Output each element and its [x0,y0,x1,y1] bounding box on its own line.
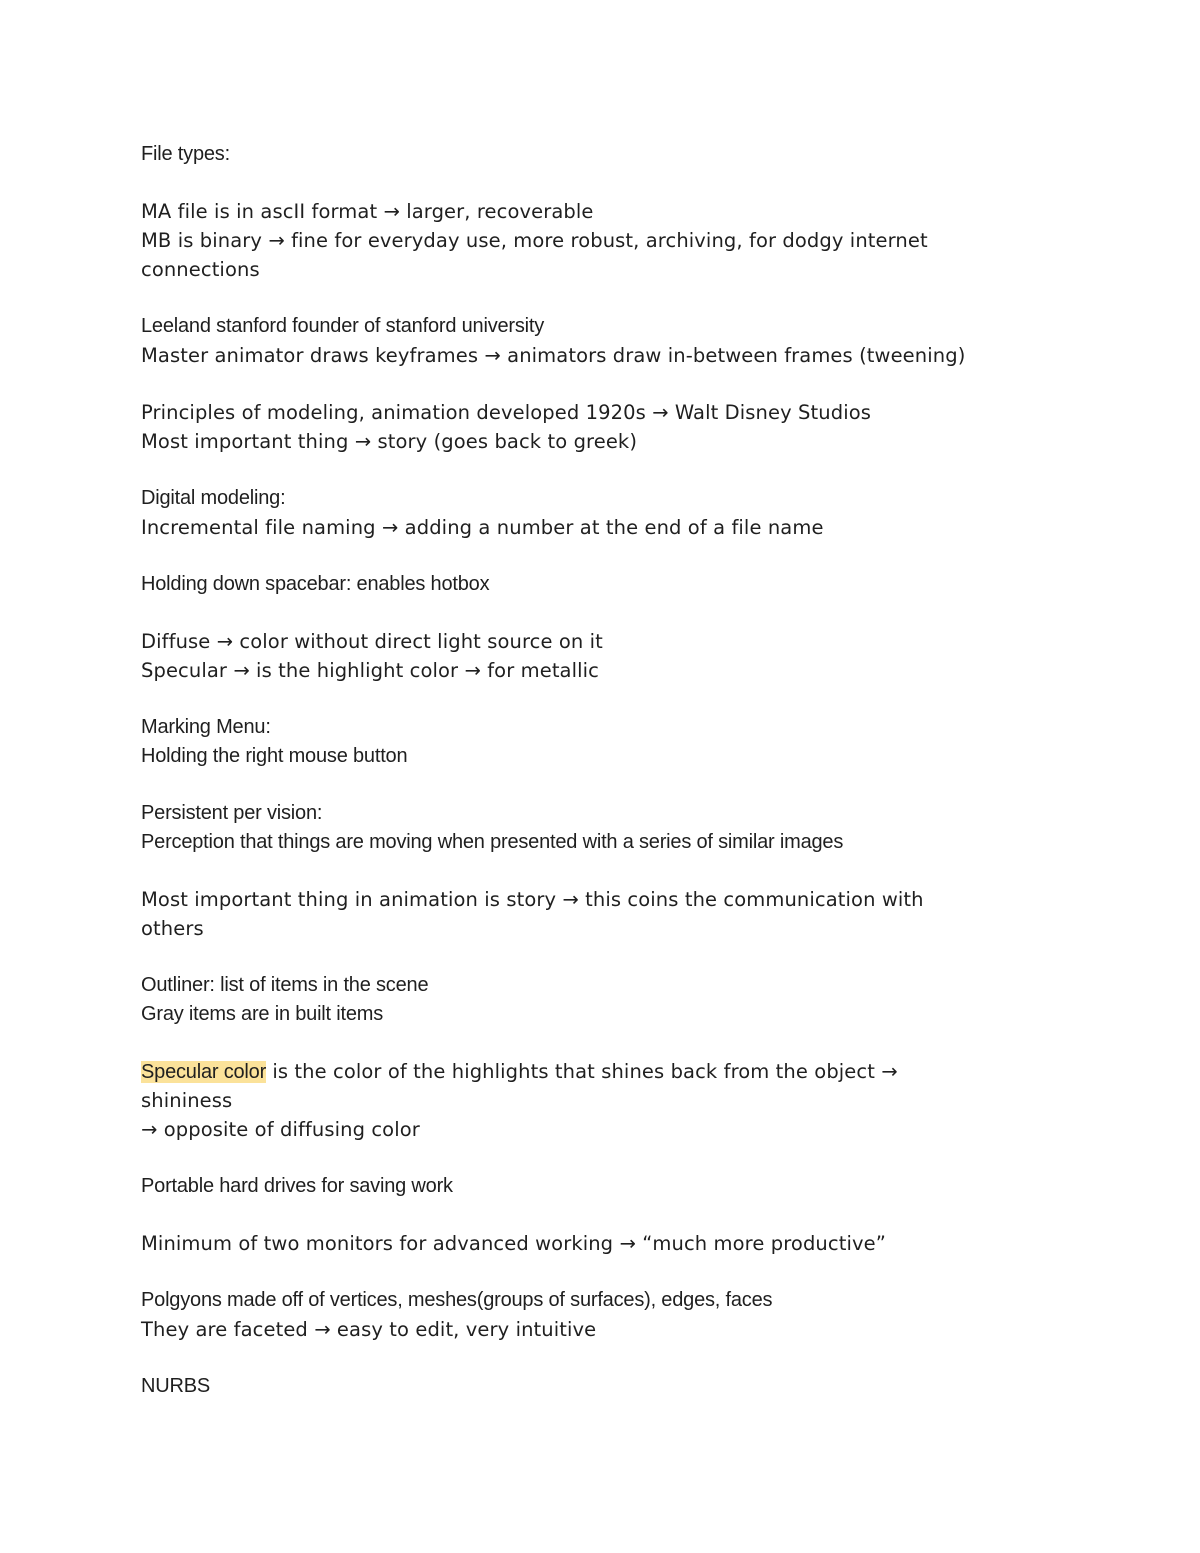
text-line: Master animator draws keyframes → animators draw in-between frames (tweening) [141,344,966,367]
text-line-specular [141,1057,1061,1086]
text-line: Gray items are in built items [141,1003,384,1025]
heading-file-types: File types: [141,143,230,165]
text-line: Most important thing → story (goes back to greek) [141,430,638,453]
text-line: Polgyons made off of vertices, meshes(groups of surfaces), edges, faces [141,1289,773,1311]
text-line: Portable hard drives for saving work [141,1175,453,1197]
text-line: Principles of modeling, animation developed 1920s → Walt Disney Studios [141,401,872,424]
text-line: Most important thing in animation is story → this coins the communication with [141,888,924,911]
text-line: Holding down spacebar: enables hotbox [141,573,490,595]
text-line: MB is binary → fine for everyday use, more robust, archiving, for dodgy internet [141,229,928,252]
highlighted-text: Specular color [141,1061,267,1083]
text-line: Specular → is the highlight color → for metallic [141,659,599,682]
text-line: They are faceted → easy to edit, very intuitive [141,1318,597,1341]
text-span: is the color of the highlights that shines back from the object → [266,1060,898,1083]
text-line: Incremental file naming → adding a number at the end of a file name [141,516,824,539]
heading-marking-menu: Marking Menu: [141,716,271,738]
text-line: Perception that things are moving when presented with a series of similar images [141,831,844,853]
text-line: Diffuse → color without direct light source on it [141,630,603,653]
text-line: MA file is in ascII format → larger, recoverable [141,200,594,223]
heading-digital-modeling: Digital modeling: [141,487,286,509]
text-line: Minimum of two monitors for advanced working → “much more productive” [141,1232,886,1255]
text-line: Holding the right mouse button [141,745,408,767]
text-line: Outliner: list of items in the scene [141,974,429,996]
text-line: Leeland stanford founder of stanford university [141,315,545,337]
text-line: connections [141,258,260,281]
document-body [141,140,1061,1401]
text-line: shininess [141,1089,233,1112]
heading-persistent-vision: Persistent per vision: [141,802,323,824]
text-line: others [141,917,204,940]
text-line: → opposite of diffusing color [141,1118,420,1141]
heading-nurbs: NURBS [141,1375,211,1397]
